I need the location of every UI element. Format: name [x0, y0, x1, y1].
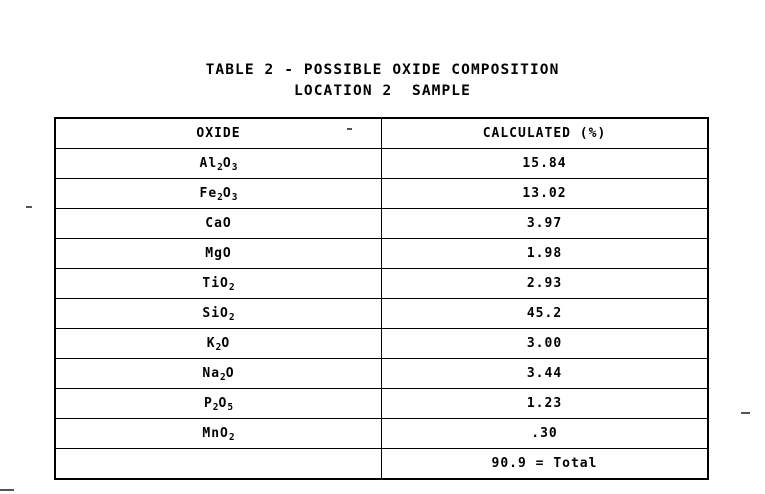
cell-oxide-formula: $Na_2O$ — [55, 359, 382, 389]
scan-artifact — [741, 412, 750, 414]
table-row — [55, 329, 708, 359]
cell-oxide-formula: $Al_2O_3$ — [55, 149, 382, 179]
table-header — [55, 118, 708, 149]
cell-total-label — [55, 449, 382, 480]
table-row — [55, 389, 708, 419]
table-row — [55, 209, 708, 239]
cell-calculated-value: 3.97 — [382, 209, 709, 239]
cell-calculated-value: 1.98 — [382, 239, 709, 269]
table-body — [55, 149, 708, 480]
title-line-2: LOCATION 2 SAMPLE — [294, 83, 471, 100]
scan-artifact — [347, 128, 352, 130]
cell-oxide-formula: SiO$_2$ — [55, 299, 382, 329]
scan-artifact — [26, 206, 32, 208]
cell-total-value: 90.9 = Total — [382, 449, 709, 480]
cell-oxide-formula: MnO$_2$ — [55, 419, 382, 449]
oxide-composition-table-wrapper — [54, 117, 709, 480]
cell-oxide-formula: CaO — [55, 209, 382, 239]
column-header-calculated: CALCULATED (%) — [382, 118, 709, 149]
cell-oxide-formula: TiO$_2$ — [55, 269, 382, 299]
cell-oxide-formula: MgO — [55, 239, 382, 269]
cell-calculated-value: 3.44 — [382, 359, 709, 389]
cell-calculated-value: 3.00 — [382, 329, 709, 359]
cell-calculated-value: .30 — [382, 419, 709, 449]
table-row — [55, 239, 708, 269]
table-total-row — [55, 449, 708, 480]
table-row — [55, 149, 708, 179]
cell-calculated-value: 1.23 — [382, 389, 709, 419]
column-header-oxide: OXIDE — [55, 118, 382, 149]
document-title-block — [0, 60, 765, 102]
table-row — [55, 179, 708, 209]
table-row — [55, 269, 708, 299]
cell-calculated-value: 15.84 — [382, 149, 709, 179]
title-line-1: TABLE 2 - POSSIBLE OXIDE COMPOSITION — [205, 62, 560, 78]
cell-oxide-formula: $K_2O$ — [55, 329, 382, 359]
table-header-row — [55, 118, 708, 149]
oxide-composition-table — [54, 117, 709, 480]
table-row — [55, 419, 708, 449]
cell-calculated-value: 45.2 — [382, 299, 709, 329]
table-row — [55, 299, 708, 329]
cell-calculated-value: 2.93 — [382, 269, 709, 299]
scan-artifact — [0, 489, 14, 491]
cell-oxide-formula: $Fe_2O_3$ — [55, 179, 382, 209]
cell-calculated-value: 13.02 — [382, 179, 709, 209]
cell-oxide-formula: $P_2O_5$ — [55, 389, 382, 419]
table-row — [55, 359, 708, 389]
